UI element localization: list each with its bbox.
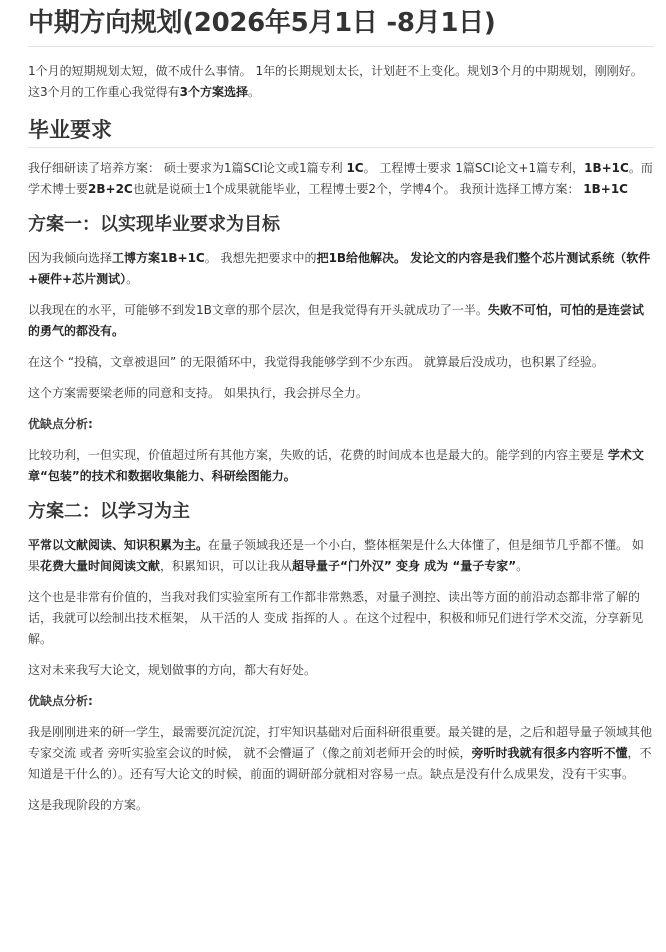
text-run: 也就是说硕士1个成果就能毕业，工程博士要2个，学博4个。 我预计选择工博方案： [132,182,584,196]
text-run: 在这个 “投稿，文章被退回” 的无限循环中，我觉得我能够学到不少东西。 就算最后没成功，也积累了经验。 [28,355,604,369]
plan1-paragraph [28,248,654,290]
plan2-analysis-paragraph [28,722,654,785]
text-run: 我是刚刚进来的研一学生，最需要沉淀沉淀，打牢知识基础对后面科研很重要。最关键的是，之后和超导量子领域其他专家交流 或者 旁听实验室会议的时候， 就不会懵逼了（像之前刘老师开会的时候， [28,725,653,760]
text-run: ，不知道是干什么的）。还有写大论文的时候，前面的调研部分就相对容易一点。缺点是没有什么成果发，没有干实事。 [28,746,652,781]
plan1-paragraph [28,383,654,404]
text-run: 。 [126,272,139,286]
text-run: 这个方案需要梁老师的同意和支持。 如果执行，我会拼尽全力。 [28,386,368,400]
text-run: 比较功利，一但实现，价值超过所有其他方案，失败的话，花费的时间成本也是最大的。能学到的内容主要是 [28,448,608,462]
bold-text: 把1B给他解决。 发论文的内容是我们整个芯片测试系统（软件+硬件+芯片测试） [28,251,651,286]
plan1-analysis-label: 优缺点分析: [28,417,93,431]
plan2-analysis-label: 优缺点分析: [28,694,93,708]
text-run: 。 我想先把要求中的 [204,251,317,265]
bold-text: 失败不可怕，可怕的是连尝试的勇气的都没有。 [28,303,644,338]
bold-text: 花费大量时间阅读文献 [40,559,161,573]
bold-text: 2B+2C [88,182,133,196]
plan1-paragraph [28,300,654,342]
text-run: 我仔细研读了培养方案： 硕士要求为1篇SCI论文或1篇专利 [28,161,347,175]
text-run: 。而学术博士要 [28,161,653,196]
plan1-paragraph [28,352,654,373]
section-heading-requirements: 毕业要求 [28,113,654,148]
intro-paragraph [28,61,654,103]
bold-text: 超导量子“门外汉” 变身 成为 “量子专家” [292,559,517,573]
text-run: 因为我倾向选择 [28,251,113,265]
bold-text: 3个方案选择 [179,85,248,99]
text-run: 1个月的短期规划太短，做不成什么事情。 1年的长期规划太长，计划赶不上变化。规划3个月的中期规划，刚刚好。这3个月的工作重心我觉得有 [28,64,643,99]
text-run: 。 [248,85,261,99]
text-run: 。 工程博士要求 1篇SCI论文+1篇专利， [363,161,585,175]
closing-paragraph: 这是我现阶段的方案。 [28,798,149,812]
text-run: 这个也是非常有价值的，当我对我们实验室所有工作都非常熟悉，对量子测控、读出等方面的前沿动态都非常了解的话，我就可以绘制出技术框架， 从干活的人 变成 指挥的人 。在这个过程中，积极和师兄们进行学术交流，分享新见解。 [28,590,644,646]
text-run: 以我现在的水平，可能够不到发1B文章的那个层次，但是我觉得有开头就成功了一半。 [28,303,488,317]
plan2-paragraph [28,535,654,577]
text-run: 在量子领域我还是一个小白，整体框架是什么大体懂了，但是细节几乎都不懂。 如果 [28,538,644,573]
bold-text: 1B+1C [583,182,628,196]
bold-text: 1B+1C [584,161,629,175]
bold-text: 学术文章“包装”的技术和数据收集能力、科研绘图能力。 [28,448,644,483]
text-run: 。 [516,559,529,573]
bold-text: 1C [346,161,364,175]
plan2-paragraph [28,587,654,650]
page-title: 中期方向规划(2026年5月1日 -8月1日) [28,0,654,47]
section-heading-plan2: 方案二：以学习为主 [28,501,190,522]
text-run: 这对未来我写大论文，规划做事的方向，都大有好处。 [28,663,317,677]
section-heading-plan1: 方案一：以实现毕业要求为目标 [28,214,280,235]
plan1-analysis-paragraph [28,445,654,487]
requirements-paragraph [28,158,654,200]
bold-text: 工博方案1B+1C [112,251,205,265]
bold-text: 平常以文献阅读、知识积累为主。 [28,538,209,552]
plan2-paragraph [28,660,654,681]
bold-text: 旁听时我就有很多内容听不懂 [471,746,628,760]
text-run: ，积累知识，可以让我从 [160,559,293,573]
